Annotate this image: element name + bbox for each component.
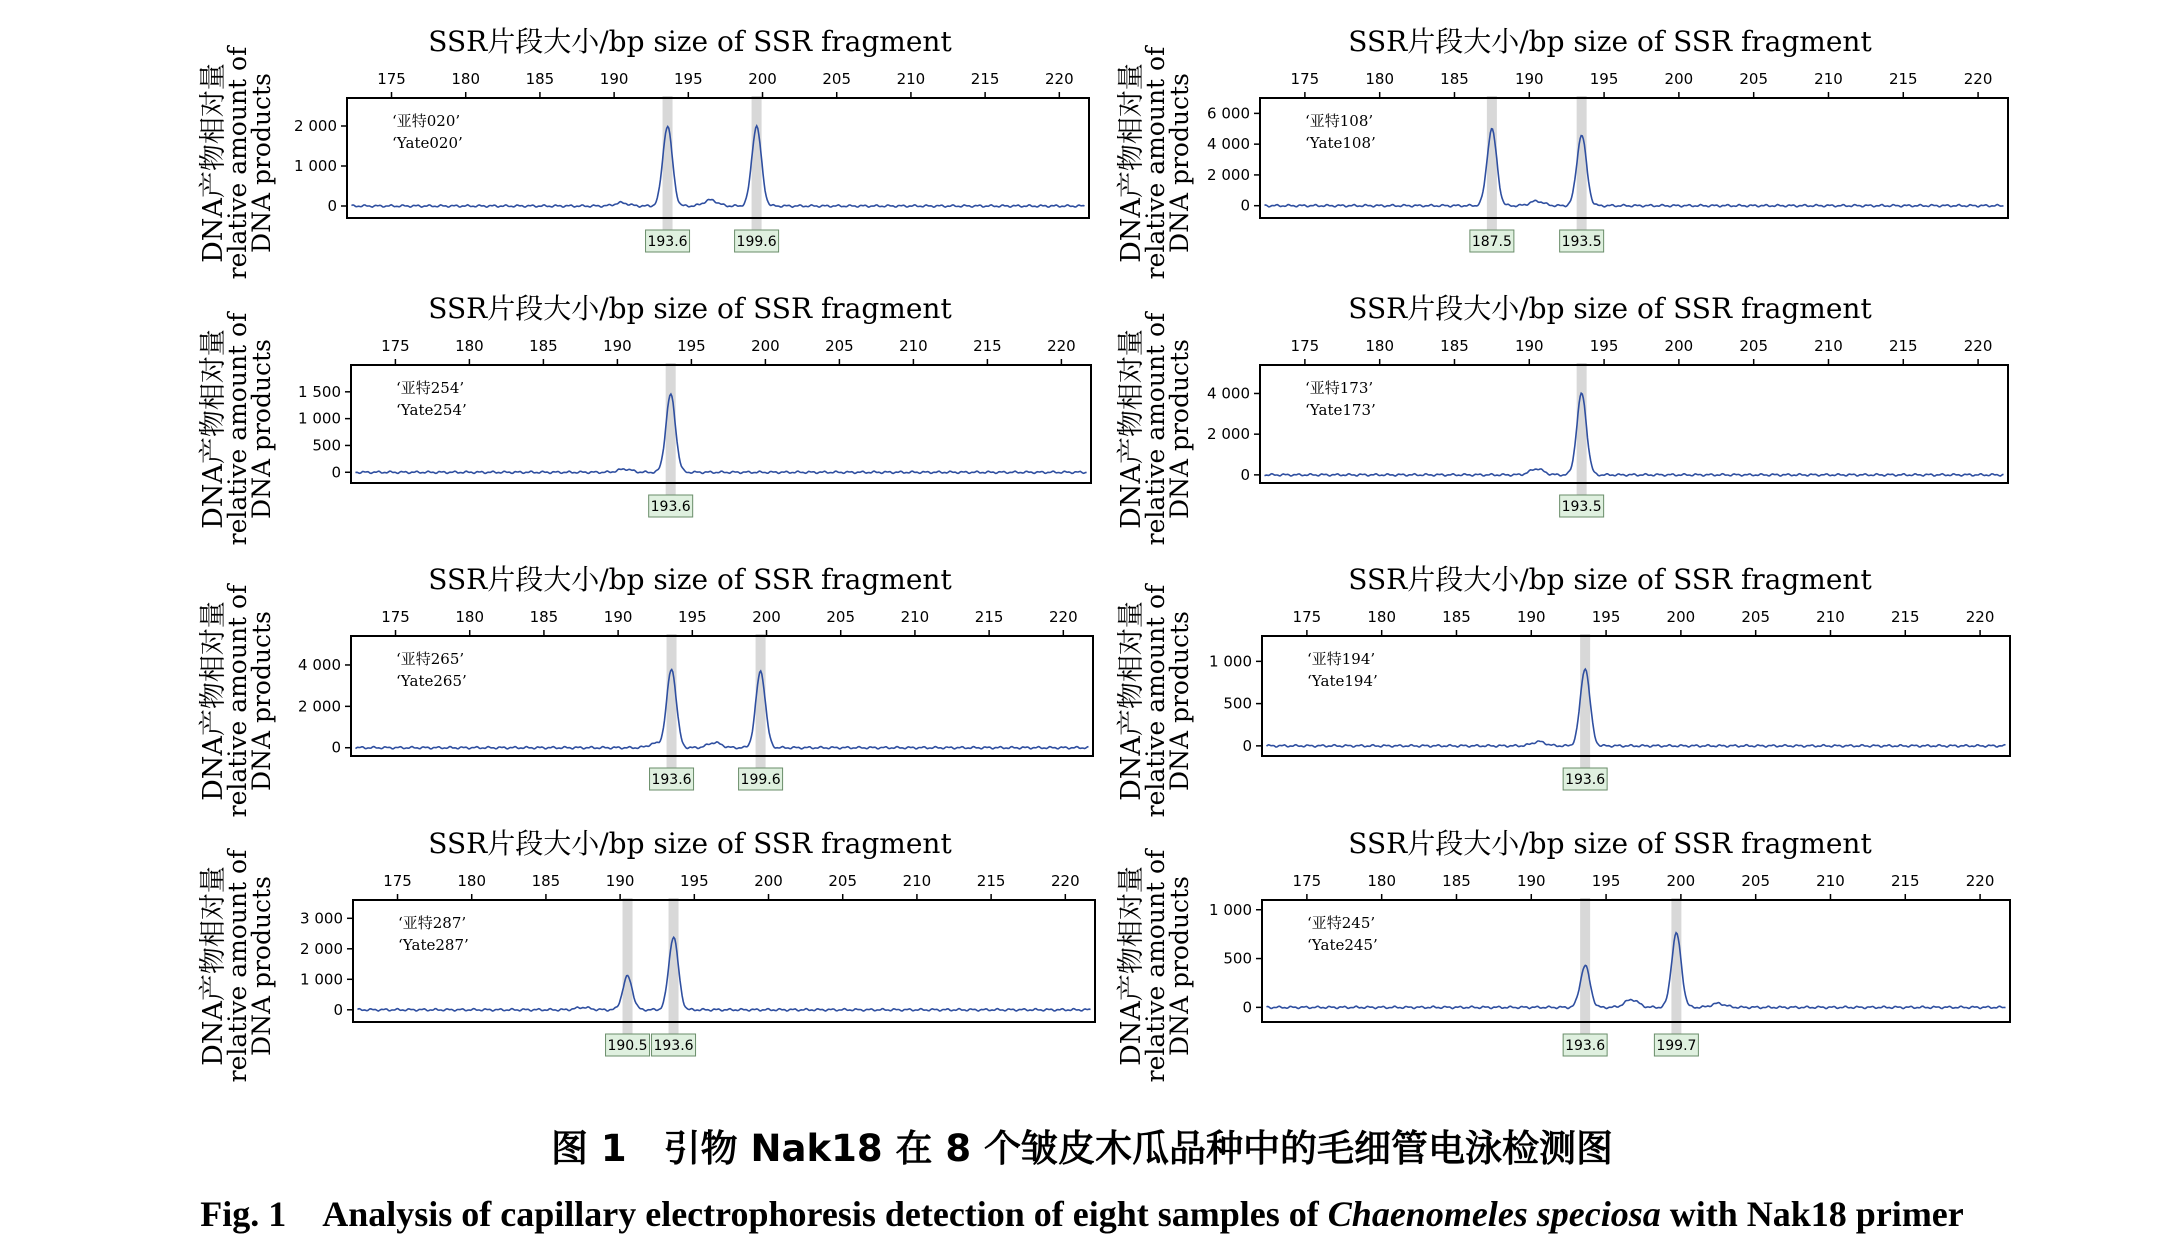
- y-axis-label-6-1: DNA产物相对量: [1116, 601, 1147, 801]
- x-tick-label-3-195: 195: [677, 337, 706, 355]
- y-axis-label-1-1: DNA产物相对量: [198, 63, 229, 263]
- peak-band-5-1: [667, 634, 677, 768]
- y-axis-label-2-1: DNA产物相对量: [1116, 63, 1147, 263]
- x-tick-label-3-220: 220: [1047, 337, 1076, 355]
- legend-entry-6-2: ‘Yate194’: [1307, 672, 1378, 690]
- x-tick-label-2-195: 195: [1589, 70, 1619, 88]
- x-tick-label-6-185: 185: [1442, 608, 1471, 626]
- chart-title-7: SSR片段大小/bp size of SSR fragment: [428, 827, 952, 860]
- x-tick-label-4-180: 180: [1365, 337, 1395, 355]
- x-tick-label-1-220: 220: [1044, 70, 1074, 88]
- legend-entry-4-1: ‘亚特173’: [1305, 379, 1374, 397]
- y-tick-label-4-4000: 4 000: [1207, 384, 1250, 403]
- peak-band-2-1: [1487, 96, 1497, 230]
- y-tick-label-1-2000: 2 000: [294, 117, 337, 135]
- x-tick-label-6-175: 175: [1292, 608, 1322, 626]
- peak-label-7-2: 193.6: [653, 1038, 694, 1054]
- x-tick-label-1-200: 200: [748, 70, 777, 88]
- y-axis-label-4-3: DNA products: [1165, 339, 1194, 519]
- x-tick-label-4-195: 195: [1589, 337, 1619, 355]
- x-tick-label-4-185: 185: [1440, 337, 1469, 355]
- y-tick-label-8-500: 500: [1223, 949, 1252, 968]
- x-tick-label-7-215: 215: [976, 872, 1006, 890]
- peak-label-3-1: 193.6: [650, 499, 691, 515]
- chart-title-6: SSR片段大小/bp size of SSR fragment: [1348, 563, 1872, 596]
- chart-title-8: SSR片段大小/bp size of SSR fragment: [1348, 827, 1872, 860]
- x-tick-label-2-200: 200: [1664, 70, 1694, 88]
- x-tick-label-1-215: 215: [970, 70, 1000, 88]
- y-tick-label-2-2000: 2 000: [1207, 165, 1250, 184]
- x-tick-label-3-210: 210: [899, 337, 928, 355]
- y-tick-label-3-1500: 1 500: [298, 382, 341, 401]
- peak-label-8-2: 199.7: [1656, 1038, 1697, 1054]
- x-tick-label-5-220: 220: [1048, 608, 1078, 626]
- chart-title-5: SSR片段大小/bp size of SSR fragment: [428, 563, 952, 596]
- x-tick-label-7-210: 210: [902, 872, 932, 890]
- y-tick-label-8-0: 0: [1242, 998, 1252, 1017]
- x-tick-label-6-200: 200: [1666, 608, 1696, 626]
- y-tick-label-3-1000: 1 000: [298, 409, 341, 428]
- x-tick-label-5-215: 215: [974, 608, 1004, 626]
- x-tick-label-5-175: 175: [381, 608, 410, 626]
- x-tick-label-8-200: 200: [1666, 872, 1696, 890]
- x-tick-label-3-215: 215: [973, 337, 1002, 355]
- x-tick-label-6-195: 195: [1591, 608, 1621, 626]
- x-tick-label-6-180: 180: [1367, 608, 1397, 626]
- x-tick-label-2-175: 175: [1290, 70, 1320, 88]
- x-tick-label-3-200: 200: [751, 337, 780, 355]
- legend-entry-3-2: ‘Yate254’: [396, 401, 467, 419]
- x-tick-label-6-220: 220: [1965, 608, 1995, 626]
- x-tick-label-8-175: 175: [1292, 872, 1322, 890]
- x-tick-label-4-205: 205: [1739, 337, 1769, 355]
- peak-label-1-1: 193.6: [647, 234, 688, 250]
- peak-band-5-2: [756, 634, 766, 768]
- x-tick-label-7-200: 200: [754, 872, 783, 890]
- peak-label-6-1: 193.6: [1565, 772, 1606, 788]
- x-tick-label-4-210: 210: [1814, 337, 1843, 355]
- x-tick-label-2-185: 185: [1440, 70, 1469, 88]
- chart-title-2: SSR片段大小/bp size of SSR fragment: [1348, 25, 1872, 58]
- x-tick-label-4-200: 200: [1664, 337, 1694, 355]
- y-tick-label-6-500: 500: [1223, 694, 1252, 713]
- y-tick-label-1-0: 0: [327, 197, 337, 215]
- x-tick-label-3-190: 190: [603, 337, 632, 355]
- x-tick-label-6-205: 205: [1741, 608, 1771, 626]
- x-tick-label-7-185: 185: [531, 872, 561, 890]
- x-tick-label-6-210: 210: [1816, 608, 1845, 626]
- y-tick-label-2-0: 0: [1240, 196, 1250, 215]
- x-tick-label-3-185: 185: [529, 337, 558, 355]
- x-tick-label-2-210: 210: [1814, 70, 1843, 88]
- legend-entry-7-2: ‘Yate287’: [398, 936, 469, 954]
- y-tick-label-2-4000: 4 000: [1207, 135, 1250, 154]
- y-axis-label-4-2: relative amount of: [1141, 312, 1170, 546]
- y-axis-label-5-3: DNA products: [247, 611, 276, 791]
- peak-label-2-2: 193.5: [1561, 234, 1602, 250]
- x-tick-label-2-190: 190: [1514, 70, 1544, 88]
- peak-label-1-2: 199.6: [736, 234, 777, 250]
- chart-title-3: SSR片段大小/bp size of SSR fragment: [428, 292, 952, 325]
- caption-en-prefix: Fig. 1 Analysis of capillary electrophoresis detection of eight samples of: [200, 1194, 1328, 1234]
- y-axis-label-3-1: DNA产物相对量: [198, 329, 229, 529]
- x-tick-label-7-175: 175: [383, 872, 412, 890]
- x-tick-label-1-175: 175: [377, 70, 406, 88]
- x-tick-label-8-205: 205: [1741, 872, 1771, 890]
- y-tick-label-5-4000: 4 000: [298, 655, 341, 674]
- x-tick-label-4-190: 190: [1514, 337, 1544, 355]
- x-tick-label-1-195: 195: [673, 70, 703, 88]
- x-tick-label-7-205: 205: [828, 872, 858, 890]
- y-tick-label-3-500: 500: [312, 436, 341, 455]
- peak-label-7-1: 190.5: [607, 1038, 648, 1054]
- x-tick-label-1-185: 185: [525, 70, 555, 88]
- y-axis-label-7-2: relative amount of: [223, 849, 252, 1083]
- figure-caption-cn: 图 1 引物 Nak18 在 8 个皱皮木瓜品种中的毛细管电泳检测图: [551, 1127, 1613, 1170]
- x-tick-label-1-190: 190: [599, 70, 629, 88]
- peak-band-1-1: [663, 96, 673, 230]
- y-tick-label-4-0: 0: [1240, 465, 1250, 484]
- x-tick-label-8-185: 185: [1442, 872, 1471, 890]
- x-tick-label-7-180: 180: [457, 872, 487, 890]
- x-tick-label-5-180: 180: [455, 608, 485, 626]
- y-axis-label-5-1: DNA产物相对量: [198, 601, 229, 801]
- x-tick-label-4-220: 220: [1963, 337, 1993, 355]
- y-axis-label-3-3: DNA products: [247, 339, 276, 519]
- y-axis-label-2-2: relative amount of: [1141, 46, 1170, 280]
- x-tick-label-6-215: 215: [1890, 608, 1920, 626]
- y-axis-label-2-3: DNA products: [1165, 73, 1194, 253]
- y-tick-label-6-0: 0: [1242, 736, 1252, 755]
- legend-entry-8-2: ‘Yate245’: [1307, 936, 1378, 954]
- y-axis-label-8-1: DNA产物相对量: [1116, 866, 1147, 1066]
- legend-entry-2-1: ‘亚特108’: [1305, 112, 1374, 130]
- y-axis-label-8-3: DNA products: [1165, 876, 1194, 1056]
- caption-en-suffix: with Nak18 primer: [1660, 1194, 1964, 1234]
- y-tick-label-3-0: 0: [331, 463, 341, 482]
- x-tick-label-5-195: 195: [677, 608, 707, 626]
- y-axis-label-1-3: DNA products: [247, 73, 276, 253]
- peak-label-5-2: 199.6: [740, 772, 781, 788]
- peak-band-2-2: [1577, 96, 1587, 230]
- legend-entry-8-1: ‘亚特245’: [1307, 914, 1376, 932]
- x-tick-label-2-205: 205: [1739, 70, 1769, 88]
- y-axis-label-7-1: DNA产物相对量: [198, 866, 229, 1066]
- x-tick-label-4-175: 175: [1290, 337, 1320, 355]
- peak-label-5-1: 193.6: [651, 772, 692, 788]
- legend-entry-2-2: ‘Yate108’: [1305, 134, 1376, 152]
- x-tick-label-1-205: 205: [822, 70, 852, 88]
- y-tick-label-5-2000: 2 000: [298, 697, 341, 716]
- x-tick-label-5-185: 185: [529, 608, 559, 626]
- y-axis-label-8-2: relative amount of: [1141, 849, 1170, 1083]
- x-tick-label-7-195: 195: [679, 872, 709, 890]
- peak-band-7-1: [623, 898, 633, 1034]
- peak-label-2-1: 187.5: [1471, 234, 1512, 250]
- x-tick-label-6-190: 190: [1516, 608, 1546, 626]
- legend-entry-6-1: ‘亚特194’: [1307, 650, 1376, 668]
- peak-label-8-1: 193.6: [1565, 1038, 1606, 1054]
- x-tick-label-8-210: 210: [1816, 872, 1845, 890]
- y-tick-label-8-1000: 1 000: [1209, 900, 1252, 919]
- x-tick-label-4-215: 215: [1888, 337, 1918, 355]
- y-tick-label-7-0: 0: [333, 1000, 343, 1019]
- caption-en-species: Chaenomeles speciosa: [1327, 1194, 1661, 1234]
- peak-band-8-2: [1671, 898, 1681, 1034]
- y-axis-label-6-2: relative amount of: [1141, 584, 1170, 818]
- x-tick-label-8-180: 180: [1367, 872, 1397, 890]
- x-tick-label-1-210: 210: [896, 70, 926, 88]
- chart-title-4: SSR片段大小/bp size of SSR fragment: [1348, 292, 1872, 325]
- y-tick-label-4-2000: 2 000: [1207, 425, 1250, 444]
- peak-band-3-1: [666, 363, 676, 495]
- legend-entry-5-1: ‘亚特265’: [396, 650, 465, 668]
- legend-entry-3-1: ‘亚特254’: [396, 379, 465, 397]
- x-tick-label-3-175: 175: [381, 337, 410, 355]
- x-tick-label-2-215: 215: [1888, 70, 1918, 88]
- legend-entry-5-2: ‘Yate265’: [396, 672, 467, 690]
- y-axis-label-5-2: relative amount of: [223, 584, 252, 818]
- legend-entry-7-1: ‘亚特287’: [398, 914, 467, 932]
- y-axis-label-4-1: DNA产物相对量: [1116, 329, 1147, 529]
- legend-entry-1-2: ‘Yate020’: [392, 134, 463, 152]
- y-tick-label-2-6000: 6 000: [1207, 104, 1250, 123]
- peak-label-4-1: 193.5: [1561, 499, 1602, 515]
- x-tick-label-8-195: 195: [1591, 872, 1621, 890]
- x-tick-label-5-210: 210: [900, 608, 930, 626]
- y-axis-label-3-2: relative amount of: [223, 312, 252, 546]
- x-tick-label-8-220: 220: [1965, 872, 1995, 890]
- y-tick-label-6-1000: 1 000: [1209, 652, 1252, 671]
- x-tick-label-8-215: 215: [1890, 872, 1920, 890]
- y-axis-label-6-3: DNA products: [1165, 611, 1194, 791]
- x-tick-label-5-205: 205: [826, 608, 856, 626]
- y-tick-label-1-1000: 1 000: [294, 157, 337, 175]
- x-tick-label-3-205: 205: [825, 337, 854, 355]
- chart-title-1: SSR片段大小/bp size of SSR fragment: [428, 25, 952, 58]
- figure-caption-en: [0, 1186, 2164, 1237]
- x-tick-label-2-180: 180: [1365, 70, 1395, 88]
- peak-band-6-1: [1580, 634, 1590, 768]
- x-tick-label-7-190: 190: [605, 872, 635, 890]
- peak-band-7-2: [669, 898, 679, 1034]
- legend-entry-1-1: ‘亚特020’: [392, 112, 461, 130]
- x-tick-label-5-200: 200: [752, 608, 781, 626]
- peak-band-1-2: [752, 96, 762, 230]
- y-tick-label-7-3000: 3 000: [300, 909, 343, 928]
- x-tick-label-1-180: 180: [451, 70, 481, 88]
- x-tick-label-3-180: 180: [455, 337, 484, 355]
- y-axis-label-1-2: relative amount of: [223, 46, 252, 280]
- peak-band-4-1: [1577, 363, 1587, 495]
- x-tick-label-8-190: 190: [1516, 872, 1546, 890]
- y-axis-label-7-3: DNA products: [247, 876, 276, 1056]
- y-tick-label-7-1000: 1 000: [300, 970, 343, 989]
- x-tick-label-7-220: 220: [1050, 872, 1080, 890]
- y-tick-label-7-2000: 2 000: [300, 939, 343, 958]
- y-tick-label-5-0: 0: [331, 738, 341, 757]
- legend-entry-4-2: ‘Yate173’: [1305, 401, 1376, 419]
- x-tick-label-2-220: 220: [1963, 70, 1993, 88]
- x-tick-label-5-190: 190: [603, 608, 633, 626]
